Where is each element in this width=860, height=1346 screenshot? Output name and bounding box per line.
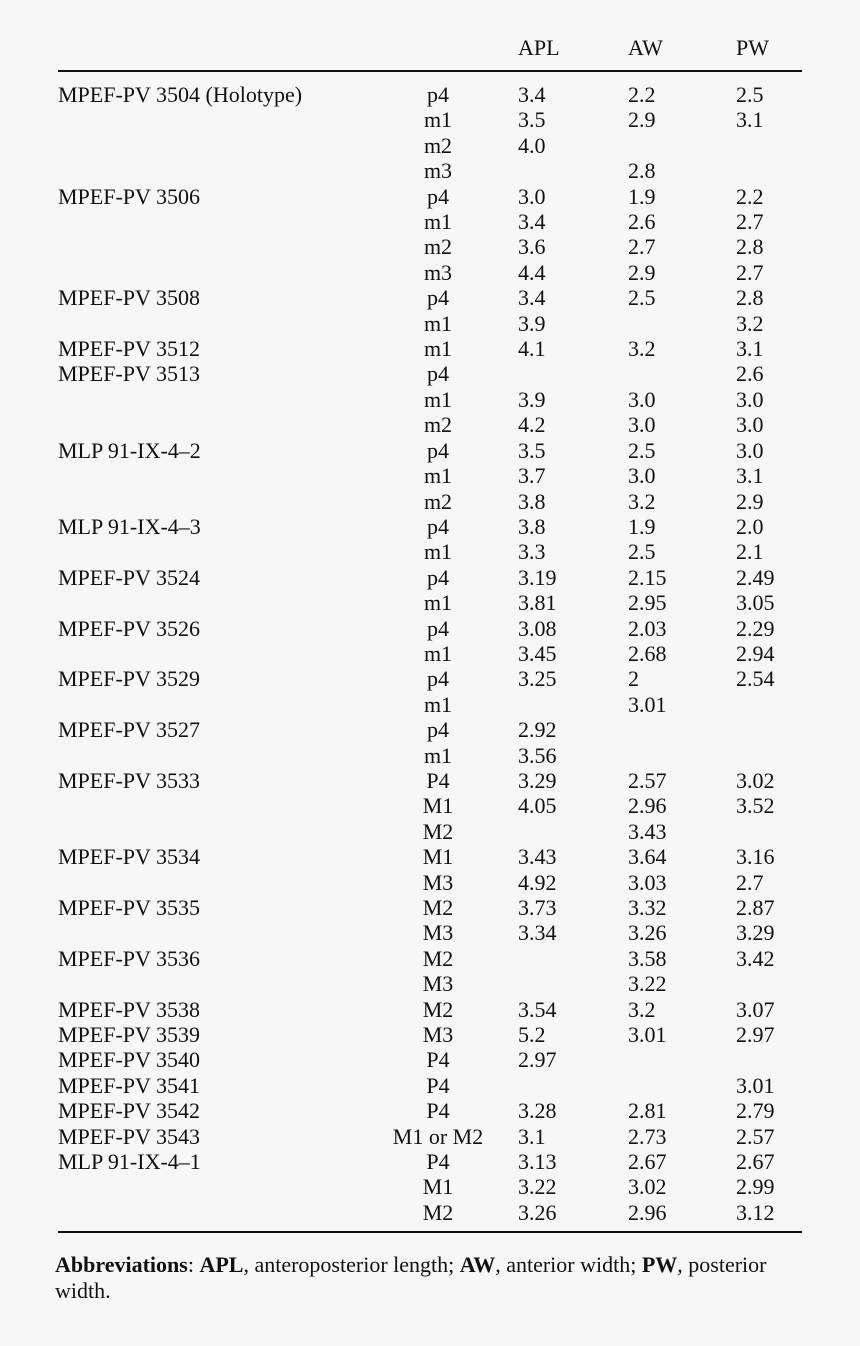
table-row [58, 1047, 802, 1072]
cell-specimen [58, 971, 358, 996]
table-row [58, 920, 802, 945]
cell-tooth: p4 [427, 513, 449, 539]
cell-aw: 1.9 [628, 183, 656, 209]
table-row [58, 590, 802, 615]
cell-pw: 3.16 [736, 844, 775, 870]
cell-tooth: M3 [422, 869, 454, 895]
cell-pw [736, 743, 802, 768]
table-row [58, 1022, 802, 1047]
cell-aw: 2 [628, 666, 639, 692]
cell-aw: 2.67 [628, 1149, 667, 1175]
cell-aw: 2.7 [628, 234, 656, 260]
cell-tooth: P4 [426, 767, 450, 793]
cell-apl: 3.13 [518, 1149, 557, 1175]
header-pw: PW [736, 30, 802, 71]
cell-tooth: m1 [423, 539, 453, 565]
cell-apl [518, 1073, 628, 1098]
cell-tooth: m2 [423, 488, 453, 514]
table-row [58, 616, 802, 641]
cell-apl: 3.26 [518, 1199, 557, 1225]
cell-pw: 3.42 [736, 945, 775, 971]
cell-tooth: M2 [422, 996, 454, 1022]
table-row [58, 1098, 802, 1123]
cell-apl: 3.08 [518, 615, 557, 641]
cell-tooth: m1 [423, 463, 453, 489]
cell-tooth: P4 [426, 1072, 450, 1098]
cell-tooth: m1 [423, 209, 453, 235]
table-row [58, 895, 802, 920]
cell-pw [736, 692, 802, 717]
table-row [58, 1124, 802, 1149]
cell-apl: 3.4 [518, 285, 546, 311]
table-row [58, 260, 802, 285]
footnote-sep: : [187, 1252, 200, 1277]
table-row [58, 184, 802, 209]
cell-aw: 2.8 [628, 158, 656, 184]
cell-aw: 2.81 [628, 1098, 667, 1124]
cell-tooth: m1 [423, 691, 453, 717]
cell-aw: 2.96 [628, 1199, 667, 1225]
cell-aw: 3.02 [628, 1174, 667, 1200]
table-row [58, 870, 802, 895]
cell-aw: 3.2 [628, 336, 656, 362]
cell-pw: 2.6 [736, 361, 764, 387]
cell-tooth: m1 [423, 107, 453, 133]
cell-aw: 3.01 [628, 1022, 667, 1048]
cell-apl: 3.8 [518, 513, 546, 539]
cell-apl [518, 692, 628, 717]
cell-tooth: M1 or M2 [392, 1123, 484, 1149]
cell-aw: 3.64 [628, 844, 667, 870]
cell-tooth: m1 [423, 336, 453, 362]
cell-tooth: M2 [422, 1199, 454, 1225]
cell-pw [736, 819, 802, 844]
table-row [58, 1174, 802, 1199]
footnote-pw-abbr: PW [641, 1252, 678, 1277]
cell-apl: 3.5 [518, 437, 546, 463]
cell-apl: 4.1 [518, 336, 546, 362]
cell-apl: 3.25 [518, 666, 557, 692]
cell-specimen: MPEF-PV 3542 [58, 1098, 201, 1124]
cell-apl: 3.54 [518, 996, 557, 1022]
cell-apl: 2.92 [518, 717, 557, 743]
cell-specimen [58, 489, 358, 514]
cell-apl: 3.9 [518, 386, 546, 412]
header-apl: APL [518, 30, 628, 71]
cell-apl: 3.5 [518, 107, 546, 133]
cell-apl: 3.73 [518, 895, 557, 920]
cell-tooth: m2 [423, 234, 453, 260]
cell-specimen: MPEF-PV 3533 [58, 767, 201, 793]
table-row [58, 539, 802, 564]
footnote-aw-abbr: AW [459, 1252, 496, 1277]
cell-apl: 3.43 [518, 844, 557, 870]
cell-tooth: m1 [423, 386, 453, 412]
cell-pw: 3.07 [736, 996, 775, 1022]
cell-apl [518, 361, 628, 386]
table-row [58, 692, 802, 717]
footnote-apl-def: , anteroposterior length; [243, 1252, 460, 1277]
cell-tooth: P4 [426, 1098, 450, 1124]
cell-tooth: m1 [423, 742, 453, 768]
table-row [58, 844, 802, 869]
cell-tooth: M1 [422, 793, 454, 819]
cell-aw: 2.68 [628, 640, 667, 666]
cell-apl: 3.6 [518, 234, 546, 260]
cell-aw [628, 743, 736, 768]
cell-specimen [58, 133, 358, 158]
cell-specimen: MPEF-PV 3536 [58, 945, 201, 971]
cell-specimen [58, 793, 358, 818]
cell-pw: 2.7 [736, 209, 764, 235]
cell-apl: 2.97 [518, 1047, 557, 1073]
footnote-apl-abbr: APL [199, 1252, 244, 1277]
cell-aw: 3.2 [628, 488, 656, 514]
cell-pw: 2.54 [736, 666, 775, 692]
cell-tooth: p4 [427, 717, 449, 743]
cell-pw: 3.52 [736, 793, 775, 819]
cell-pw: 3.1 [736, 107, 764, 133]
cell-specimen: MLP 91-IX-4–3 [58, 513, 201, 539]
table-row [58, 768, 802, 793]
cell-specimen [58, 107, 358, 132]
cell-pw: 2.8 [736, 285, 764, 311]
footnote-aw-def: , anterior width; [495, 1252, 642, 1277]
cell-specimen [58, 743, 358, 768]
cell-aw: 2.5 [628, 539, 656, 565]
cell-pw [736, 133, 802, 158]
cell-aw: 3.26 [628, 920, 667, 946]
cell-aw: 2.03 [628, 615, 667, 641]
cell-specimen [58, 311, 358, 336]
cell-pw: 2.87 [736, 895, 775, 920]
table-row [58, 971, 802, 996]
cell-aw [628, 311, 736, 336]
cell-specimen: MLP 91-IX-4–1 [58, 1149, 201, 1175]
cell-aw: 3.03 [628, 869, 667, 895]
cell-aw: 2.2 [628, 82, 656, 107]
cell-pw: 2.0 [736, 513, 764, 539]
cell-specimen [58, 1174, 358, 1199]
cell-specimen: MPEF-PV 3529 [58, 666, 201, 692]
table-row [58, 565, 802, 590]
cell-pw: 2.49 [736, 564, 775, 590]
cell-tooth: P4 [426, 1047, 450, 1073]
table-row [58, 209, 802, 234]
cell-aw [628, 361, 736, 386]
cell-aw: 2.9 [628, 259, 656, 285]
cell-specimen [58, 692, 358, 717]
cell-tooth: p4 [427, 615, 449, 641]
cell-specimen: MPEF-PV 3513 [58, 361, 201, 387]
cell-apl: 3.0 [518, 183, 546, 209]
cell-pw [736, 971, 802, 996]
cell-specimen [58, 387, 358, 412]
cell-pw: 2.5 [736, 82, 764, 107]
cell-pw: 3.1 [736, 463, 764, 489]
cell-specimen: MPEF-PV 3539 [58, 1022, 201, 1048]
cell-tooth: m3 [423, 158, 453, 184]
cell-pw: 3.01 [736, 1072, 775, 1098]
cell-apl: 3.4 [518, 82, 546, 107]
cell-pw: 2.97 [736, 1022, 775, 1048]
cell-specimen [58, 539, 358, 564]
cell-aw [628, 1073, 736, 1098]
cell-specimen: MPEF-PV 3541 [58, 1072, 201, 1098]
cell-aw: 2.95 [628, 590, 667, 616]
cell-specimen [58, 463, 358, 488]
cell-pw: 2.67 [736, 1149, 775, 1175]
cell-pw [736, 158, 802, 183]
cell-pw: 2.8 [736, 234, 764, 260]
cell-aw [628, 717, 736, 742]
cell-tooth: M1 [422, 1174, 454, 1200]
cell-apl: 3.9 [518, 310, 546, 336]
cell-specimen: MPEF-PV 3512 [58, 336, 201, 362]
cell-specimen: MPEF-PV 3540 [58, 1047, 201, 1073]
cell-apl: 4.2 [518, 412, 546, 438]
cell-specimen [58, 209, 358, 234]
cell-pw: 3.12 [736, 1199, 775, 1225]
table-row [58, 438, 802, 463]
cell-apl: 3.34 [518, 920, 557, 946]
cell-pw: 2.2 [736, 183, 764, 209]
header-row [58, 30, 802, 71]
cell-pw: 2.79 [736, 1098, 775, 1124]
cell-pw: 3.0 [736, 412, 764, 438]
cell-aw: 3.0 [628, 386, 656, 412]
cell-specimen: MPEF-PV 3524 [58, 564, 201, 590]
cell-pw: 3.0 [736, 386, 764, 412]
cell-specimen: MPEF-PV 3534 [58, 844, 201, 870]
cell-specimen: MPEF-PV 3508 [58, 285, 201, 311]
cell-specimen: MPEF-PV 3538 [58, 996, 201, 1022]
cell-aw: 2.5 [628, 437, 656, 463]
cell-tooth: m1 [423, 590, 453, 616]
table-row [58, 641, 802, 666]
cell-apl: 3.8 [518, 488, 546, 514]
cell-aw: 3.43 [628, 818, 667, 844]
cell-pw [736, 1047, 802, 1072]
cell-tooth: m2 [423, 132, 453, 158]
table-row [58, 1073, 802, 1098]
cell-tooth: m1 [423, 310, 453, 336]
cell-apl [518, 946, 628, 971]
table-row [58, 234, 802, 259]
table-row [58, 1200, 802, 1232]
cell-pw: 2.7 [736, 259, 764, 285]
cell-pw: 3.0 [736, 437, 764, 463]
cell-specimen: MPEF-PV 3535 [58, 895, 201, 920]
table-row [58, 1149, 802, 1174]
table-row [58, 463, 802, 488]
cell-pw: 2.29 [736, 615, 775, 641]
cell-tooth: p4 [427, 666, 449, 692]
table-row [58, 997, 802, 1022]
header-aw: AW [628, 30, 736, 71]
cell-specimen [58, 819, 358, 844]
cell-aw: 3.01 [628, 691, 667, 717]
table-row [58, 717, 802, 742]
cell-tooth: P4 [426, 1149, 450, 1175]
cell-aw: 2.6 [628, 209, 656, 235]
table-row [58, 946, 802, 971]
cell-aw: 3.58 [628, 945, 667, 971]
cell-apl: 3.19 [518, 564, 557, 590]
cell-tooth: M3 [422, 920, 454, 946]
cell-pw: 3.02 [736, 767, 775, 793]
cell-apl: 3.45 [518, 640, 557, 666]
cell-pw: 3.2 [736, 310, 764, 336]
header-specimen [58, 30, 358, 71]
cell-specimen: MLP 91-IX-4–2 [58, 437, 201, 463]
table-row [58, 666, 802, 691]
cell-apl: 3.28 [518, 1098, 557, 1124]
cell-tooth: p4 [427, 361, 449, 387]
cell-specimen [58, 870, 358, 895]
cell-pw: 2.1 [736, 539, 764, 565]
cell-apl: 3.56 [518, 742, 557, 768]
cell-pw [736, 717, 802, 742]
cell-pw: 2.94 [736, 640, 775, 666]
cell-apl: 3.1 [518, 1123, 546, 1149]
table-row [58, 793, 802, 818]
table-row [58, 285, 802, 310]
cell-aw: 2.96 [628, 793, 667, 819]
cell-tooth: p4 [427, 564, 449, 590]
cell-apl: 4.0 [518, 132, 546, 158]
measurements-table [58, 30, 802, 1233]
table-row [58, 819, 802, 844]
cell-pw: 2.9 [736, 488, 764, 514]
cell-apl: 4.4 [518, 259, 546, 285]
cell-aw: 2.5 [628, 285, 656, 311]
cell-aw: 3.2 [628, 996, 656, 1022]
cell-specimen: MPEF-PV 3504 (Holotype) [58, 82, 303, 107]
table-row [58, 158, 802, 183]
cell-tooth: m2 [423, 412, 453, 438]
table-row [58, 489, 802, 514]
table-row [58, 133, 802, 158]
cell-apl [518, 971, 628, 996]
cell-apl: 3.22 [518, 1174, 557, 1200]
cell-tooth: M3 [422, 1022, 454, 1048]
cell-aw: 2.9 [628, 107, 656, 133]
table-row [58, 361, 802, 386]
table-row [58, 336, 802, 361]
cell-specimen: MPEF-PV 3543 [58, 1123, 201, 1149]
cell-aw: 1.9 [628, 513, 656, 539]
cell-tooth: p4 [427, 437, 449, 463]
cell-tooth: p4 [427, 183, 449, 209]
cell-apl: 3.3 [518, 539, 546, 565]
cell-tooth: M3 [422, 971, 454, 997]
cell-aw: 2.73 [628, 1123, 667, 1149]
cell-aw: 3.22 [628, 971, 667, 997]
cell-tooth: M2 [422, 945, 454, 971]
cell-specimen [58, 1200, 358, 1232]
cell-apl: 3.29 [518, 767, 557, 793]
cell-apl [518, 819, 628, 844]
cell-aw: 2.57 [628, 767, 667, 793]
footnote-pw-def: , posterior width. [55, 1252, 767, 1303]
cell-apl: 3.4 [518, 209, 546, 235]
cell-tooth: p4 [427, 82, 449, 107]
cell-specimen: MPEF-PV 3526 [58, 615, 201, 641]
cell-tooth: M2 [422, 818, 454, 844]
cell-aw: 3.32 [628, 895, 667, 920]
cell-aw [628, 133, 736, 158]
cell-apl: 4.92 [518, 869, 557, 895]
cell-apl: 3.7 [518, 463, 546, 489]
cell-pw: 3.29 [736, 920, 775, 946]
cell-pw: 2.57 [736, 1123, 775, 1149]
measurements-table-container [58, 30, 802, 1233]
table-row [58, 514, 802, 539]
cell-tooth: M1 [422, 844, 454, 870]
cell-specimen [58, 234, 358, 259]
cell-apl: 4.05 [518, 793, 557, 819]
table-body [58, 71, 802, 1232]
cell-specimen: MPEF-PV 3527 [58, 717, 201, 743]
cell-tooth: p4 [427, 285, 449, 311]
cell-apl: 5.2 [518, 1022, 546, 1048]
cell-pw: 3.05 [736, 590, 775, 616]
cell-apl [518, 158, 628, 183]
cell-specimen [58, 158, 358, 183]
cell-specimen [58, 260, 358, 285]
table-row [58, 71, 802, 107]
table-row [58, 311, 802, 336]
table-row [58, 107, 802, 132]
cell-aw: 3.0 [628, 463, 656, 489]
cell-apl: 3.81 [518, 590, 557, 616]
cell-aw [628, 1047, 736, 1072]
cell-specimen [58, 590, 358, 615]
cell-tooth: m1 [423, 640, 453, 666]
table-row [58, 412, 802, 437]
cell-aw: 2.15 [628, 564, 667, 590]
footnote-label: Abbreviations [55, 1252, 188, 1277]
table-row [58, 387, 802, 412]
cell-pw: 2.7 [736, 869, 764, 895]
table-row [58, 743, 802, 768]
cell-pw: 2.99 [736, 1174, 775, 1200]
cell-specimen [58, 920, 358, 945]
abbreviations-footnote [55, 1252, 807, 1304]
cell-tooth: M2 [422, 895, 454, 920]
cell-specimen [58, 641, 358, 666]
cell-specimen: MPEF-PV 3506 [58, 183, 201, 209]
header-tooth [358, 30, 518, 71]
cell-tooth: m3 [423, 259, 453, 285]
cell-pw: 3.1 [736, 336, 764, 362]
cell-aw: 3.0 [628, 412, 656, 438]
cell-specimen [58, 412, 358, 437]
